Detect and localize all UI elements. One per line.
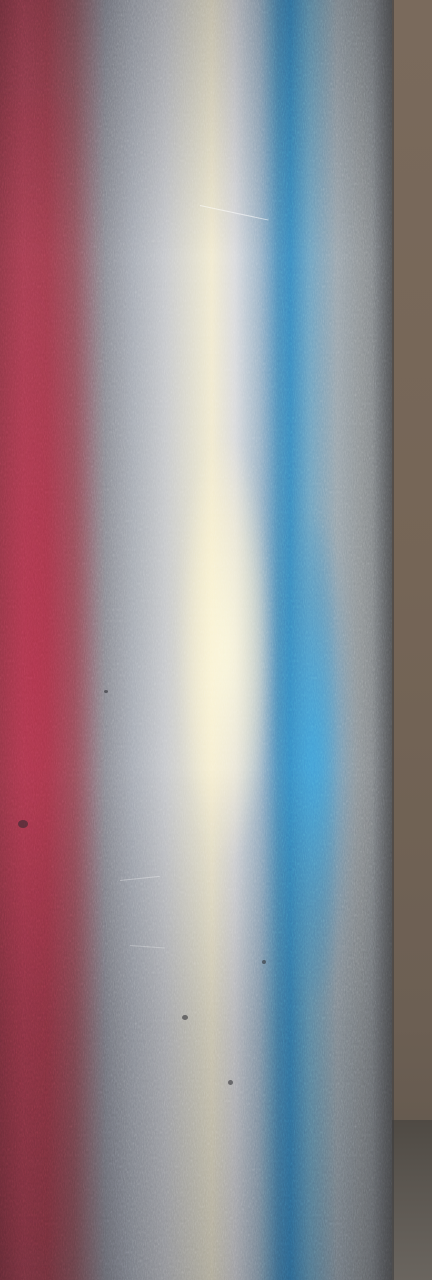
surface-pit [262, 960, 266, 964]
surface-pit [104, 690, 108, 693]
surface-pit [18, 820, 28, 828]
surface-pit [228, 1080, 233, 1085]
surface-pit [182, 1015, 188, 1020]
